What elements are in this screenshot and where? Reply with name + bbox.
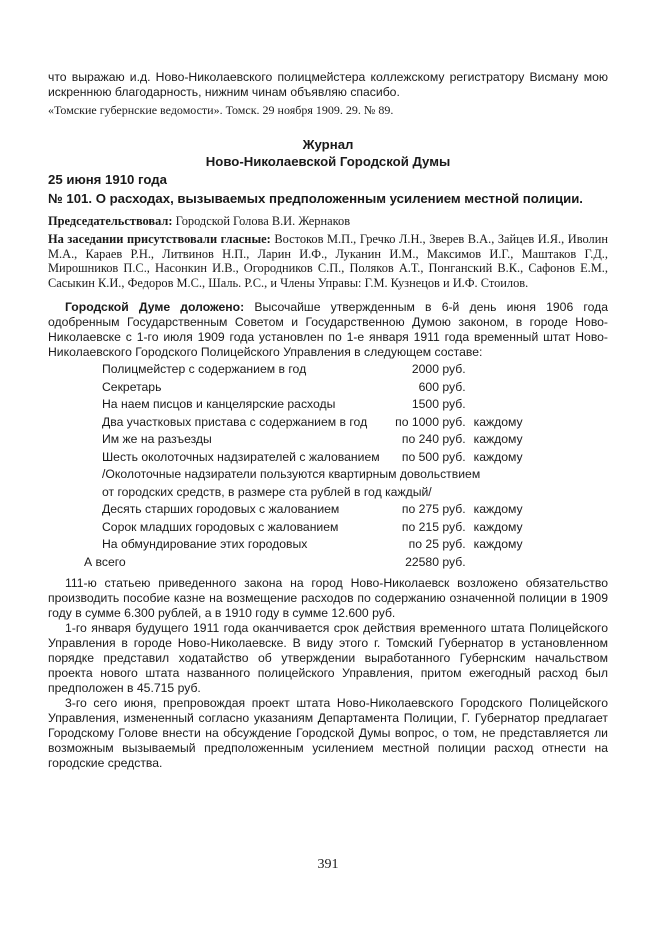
attendees-value: Востоков М.П., Гречко Л.Н., Зверев В.А., Зайцев И.Я., Иволин М.А., Караев Р.Н., Литвинов Н.П., Ларин И.Ф., Луканин И.М., Максимов И.Г., Маштаков Г.Д., Мирошников П.С., Насонкин И.В., Огородников С.П., Поляков А.Т., Понганский В.К., Сафонов Е.М., Сасыкин К.И., Федоров М.С., Шаль. Р.С., и Члены Управы: Г.М. Кузнецов и И.Ф. Стоилов. (48, 232, 608, 290)
budget-amount: по 500 руб. (401, 449, 466, 464)
attendees-line (48, 232, 608, 290)
budget-amount: 600 руб. (418, 379, 466, 394)
attendees-label: На заседании присутствовали гласные: (48, 232, 271, 246)
budget-per: каждому (473, 519, 523, 534)
table-row (56, 537, 523, 555)
budget-per (466, 362, 523, 380)
budget-per: каждому (473, 432, 523, 447)
table-row (56, 485, 523, 503)
page-number: 391 (317, 857, 339, 872)
budget-amount: 2000 руб. (411, 362, 466, 377)
budget-note-line: /Околоточные надзиратели пользуются квартирным довольствием (102, 467, 481, 482)
budget-amount: по 240 руб. (401, 432, 466, 447)
duma-report-label: Городской Думе доложено: (65, 300, 245, 315)
table-row (56, 467, 523, 485)
budget-amount: по 25 руб. (408, 537, 466, 552)
budget-total-amount: 22580 руб. (405, 554, 466, 569)
chairman-line (48, 214, 608, 229)
intro-text: что выражаю и.д. Ново-Николаевского полицмейстера коллежскому регистратору Висманy мою искреннюю благодарность, нижним чинам объявляю спасибо. (48, 70, 608, 99)
budget-item: Сорок младших городовых с жалованием (102, 519, 339, 534)
duma-report (48, 300, 608, 360)
table-row (56, 415, 523, 433)
budget-item: Шесть околоточных надзирателей с жалованием (102, 449, 380, 464)
budget-amount: 1500 руб. (411, 397, 466, 412)
budget-per (466, 397, 523, 415)
journal-subtitle: Ново-Николаевской Городской Думы (205, 154, 451, 169)
journal-date: 25 июня 1910 года (48, 172, 167, 187)
budget-item: Полицмейстер с содержанием в год (102, 362, 307, 377)
table-row (56, 397, 523, 415)
table-row (56, 502, 523, 520)
budget-per: каждому (473, 414, 523, 429)
table-row (56, 380, 523, 398)
table-row (56, 520, 523, 538)
budget-item: Десять старших городовых с жалованием (102, 502, 340, 517)
budget-item: Им же на разъезды (102, 432, 212, 447)
budget-per (466, 380, 523, 398)
paragraph: 111-ю статьею приведенного закона на город Ново-Николаевск возложено обязательство производить пособие казне на возмещение расходов по содержанию означенной полиции в 1909 году в сумме 6.300 рублей, а в 1910 году в сумме 12.600 руб. (48, 576, 608, 621)
budget-item: На наем писцов и канцелярские расходы (102, 397, 336, 412)
chairman-label: Председательствовал: (48, 214, 173, 228)
table-row (56, 555, 523, 573)
budget-note-line: от городских средств, в размере ста рублей в год каждый/ (102, 484, 432, 499)
page-content (48, 70, 608, 771)
document-heading: № 101. О расходах, вызываемых предположенным усилением местной полиции. (48, 191, 583, 206)
budget-amount: по 275 руб. (401, 502, 466, 517)
budget-per: каждому (473, 502, 523, 517)
budget-amount: по 215 руб. (401, 519, 466, 534)
budget-per: каждому (473, 449, 523, 464)
table-row (56, 432, 523, 450)
budget-item: На обмундирование этих городовых (102, 537, 308, 552)
paragraph: 1-го января будущего 1911 года оканчивается срок действия временного штата Полицейского Управления в городе Ново-Николаевске. В виду этого г. Томский Губернатор в установленном порядке представил ходатайство об утверждении выработанного Губернским начальством проекта нового штата названного полицейского Управления, притом ежегодный расход был предположен в 45.715 руб. (48, 621, 608, 696)
budget-amount: по 1000 руб. (395, 414, 466, 429)
budget-item: Секретарь (102, 379, 162, 394)
source-citation: «Томские губернские ведомости». Томск. 29 ноября 1909. 29. № 89. (48, 103, 394, 117)
budget-table (56, 362, 523, 572)
budget-total-label: А всего (84, 554, 126, 569)
paragraph: 3-го сего июня, препровождая проект штата Ново-Николаевского Городского Полицейского Управления, измененный согласно указаниям Департамента Полиции, Г. Губернатор предлагает Городскому Голове внести на обсуждение Городской Думы вопрос, о том, не представляется ли возможным вызываемый предположенным усилением местной полиции расход отнести на городские средства. (48, 696, 608, 771)
table-row (56, 450, 523, 468)
duma-report-text: Высочайше утвержденным в 6-й день июня 1906 года одобренным Государственным Советом и Государственною Думою законом, в городе Ново-Николаевске с 1-го июля 1909 года установлен по 1-е января 1911 года временный штат Ново-Николаевского Городского Полицейского Управления в следующем составе: (48, 300, 608, 360)
budget-per: каждому (473, 537, 523, 552)
table-row (56, 362, 523, 380)
journal-title: Журнал (302, 137, 354, 152)
budget-item: Два участковых пристава с содержанием в год (102, 414, 368, 429)
chairman-value: Городской Голова В.И. Жернаков (175, 214, 351, 228)
